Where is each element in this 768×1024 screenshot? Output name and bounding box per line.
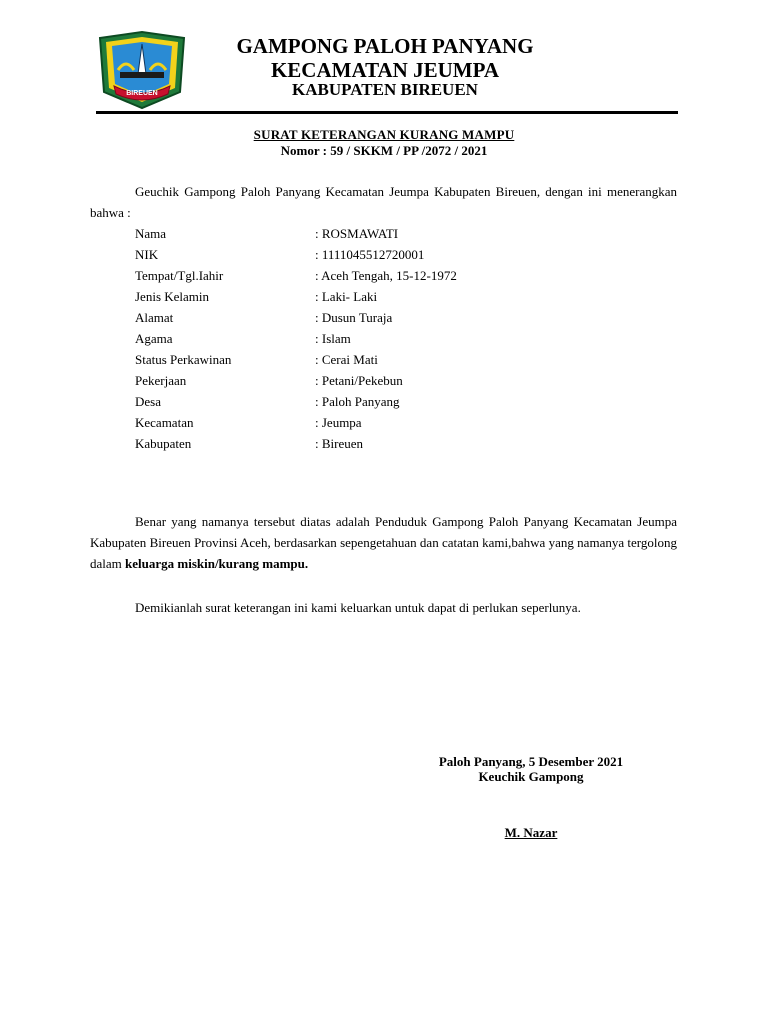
field-value: : Dusun Turaja — [315, 310, 393, 325]
letterhead-divider — [96, 111, 678, 114]
signature-place-date: Paloh Panyang, 5 Desember 2021 — [438, 754, 624, 769]
field-value: : Islam — [315, 331, 351, 346]
bireuen-emblem-logo — [96, 30, 188, 110]
field-label: Pekerjaan — [135, 373, 187, 388]
field-value: : ROSMAWATI — [315, 226, 399, 241]
field-value: : Cerai Mati — [315, 352, 378, 367]
field-value: : 1111045512720001 — [315, 247, 425, 262]
field-row — [135, 244, 457, 265]
field-value: : Aceh Tengah, 15-12-1972 — [315, 268, 457, 283]
field-label: Status Perkawinan — [135, 352, 232, 367]
closing-paragraph: Demikianlah surat keterangan ini kami keluarkan untuk dapat di perlukan seperlunya. — [135, 600, 581, 615]
field-value: : Laki- Laki — [315, 289, 378, 304]
field-label: Nama — [135, 226, 167, 241]
district-heading: KECAMATAN JEUMPA — [270, 58, 500, 82]
field-value: : Paloh Panyang — [315, 394, 400, 409]
field-row — [135, 349, 457, 370]
letter-title: SURAT KETERANGAN KURANG MAMPU — [253, 127, 515, 142]
field-row — [135, 433, 457, 454]
signatory-name: M. Nazar — [504, 825, 558, 840]
field-label: Jenis Kelamin — [135, 289, 210, 304]
intro-paragraph: Geuchik Gampong Paloh Panyang Kecamatan Jeumpa Kabupaten Bireuen, dengan ini menerangkan bahwa : — [90, 184, 677, 220]
regency-heading: KABUPATEN BIREUEN — [292, 80, 478, 99]
field-row — [135, 328, 457, 349]
signature-position: Keuchik Gampong — [478, 769, 584, 784]
field-label: Agama — [135, 331, 173, 346]
village-name-heading: GAMPONG PALOH PANYANG — [236, 34, 534, 58]
field-label: Alamat — [135, 310, 174, 325]
statement-text: Benar yang namanya tersebut diatas adalah Penduduk Gampong Paloh Panyang Kecamatan Jeumpa Kabupaten Bireuen Provinsi Aceh, berdasarkan sepengetahuan dan catatan kami,bahwa yang namanya tergolong dalam — [90, 514, 677, 571]
field-row — [135, 412, 457, 433]
field-row — [135, 286, 457, 307]
field-label: Kecamatan — [135, 415, 194, 430]
identity-fields — [135, 223, 457, 454]
field-row — [135, 391, 457, 412]
field-label: NIK — [135, 247, 159, 262]
letter-number: Nomor : 59 / SKKM / PP /2072 / 2021 — [280, 143, 488, 158]
field-value: : Petani/Pekebun — [315, 373, 403, 388]
statement-paragraph — [90, 511, 677, 574]
logo-ribbon-text: BIREUEN — [126, 90, 158, 97]
field-value: : Bireuen — [315, 436, 364, 451]
field-value: : Jeumpa — [315, 415, 362, 430]
field-label: Desa — [135, 394, 161, 409]
statement-emphasis: keluarga miskin/kurang mampu. — [125, 556, 309, 571]
field-row — [135, 223, 457, 244]
field-label: Tempat/Tgl.Iahir — [135, 268, 224, 283]
field-row — [135, 307, 457, 328]
field-row — [135, 265, 457, 286]
field-row — [135, 370, 457, 391]
field-label: Kabupaten — [135, 436, 192, 451]
